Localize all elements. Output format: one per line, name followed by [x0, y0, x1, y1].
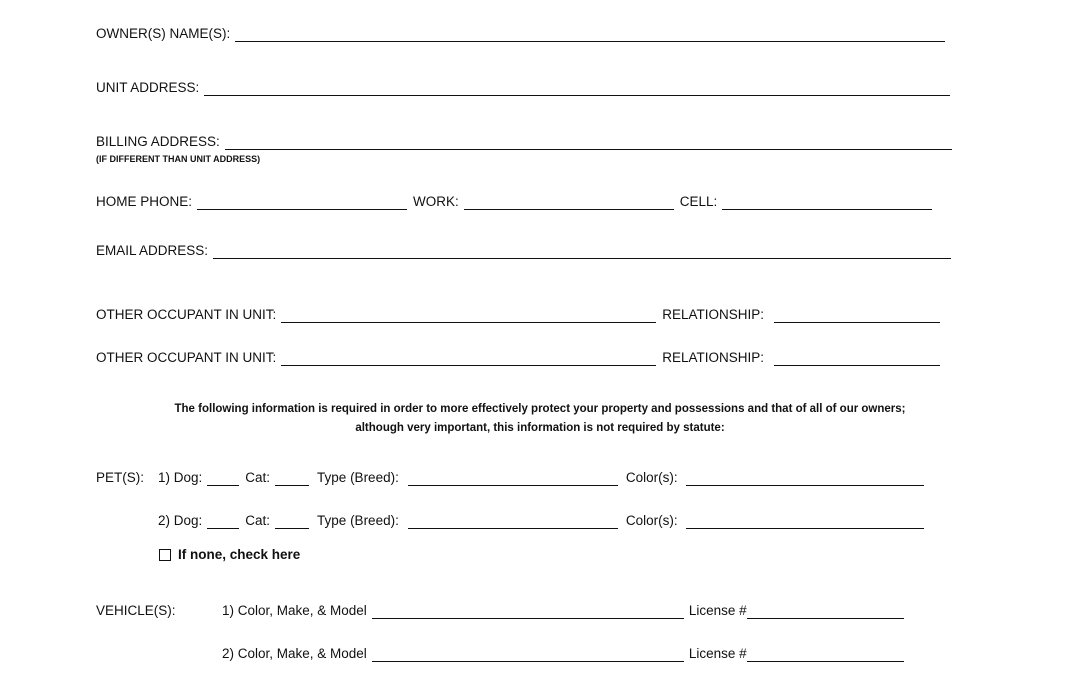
billing-address-note: (IF DIFFERENT THAN UNIT ADDRESS) [96, 154, 261, 164]
vehicles-section-label: VEHICLE(S): [96, 603, 176, 618]
dog-field[interactable] [207, 514, 239, 529]
pet-row-2 [96, 513, 924, 529]
home-phone-label: HOME PHONE: [96, 194, 193, 209]
other-occupant-label: OTHER OCCUPANT IN UNIT: [96, 307, 277, 322]
pet-color-field[interactable] [686, 514, 924, 529]
billing-address-row [96, 134, 952, 150]
pet-color-label: Color(s): [625, 470, 678, 485]
relationship-label: RELATIONSHIP: [662, 350, 765, 365]
breed-field[interactable] [408, 471, 618, 486]
pet-row-1 [96, 470, 924, 486]
other-occupant-field[interactable] [281, 351, 656, 366]
relationship-label: RELATIONSHIP: [662, 307, 765, 322]
license-field[interactable] [747, 647, 904, 662]
relationship-field[interactable] [774, 308, 940, 323]
vehicle-row-1 [96, 603, 904, 619]
breed-label: Type (Breed): [317, 470, 399, 485]
other-occupant-label: OTHER OCCUPANT IN UNIT: [96, 350, 277, 365]
cat-label: Cat: [245, 513, 271, 528]
dog-field[interactable] [207, 471, 239, 486]
email-address-field[interactable] [213, 244, 951, 259]
owners-name-row [96, 26, 945, 42]
cat-label: Cat: [245, 470, 271, 485]
other-occupant-field[interactable] [281, 308, 656, 323]
vehicle-row-2 [96, 646, 904, 662]
breed-field[interactable] [408, 514, 618, 529]
pet-color-label: Color(s): [625, 513, 678, 528]
work-phone-field[interactable] [464, 195, 674, 210]
no-pets-checkbox[interactable] [159, 549, 171, 561]
occupant-row-1 [96, 307, 940, 323]
owners-name-field[interactable] [235, 27, 945, 42]
license-label: License # [688, 646, 747, 661]
owners-name-label: OWNER(S) NAME(S): [96, 26, 231, 41]
vehicle-model-field[interactable] [372, 647, 684, 662]
vehicle-model-field[interactable] [372, 604, 684, 619]
vehicle-model-label: 1) Color, Make, & Model [222, 603, 367, 618]
license-label: License # [688, 603, 747, 618]
notice-line-2: although very important, this information is not required by statute: [355, 422, 725, 434]
work-phone-label: WORK: [413, 194, 459, 209]
cell-phone-label: CELL: [679, 194, 718, 209]
unit-address-field[interactable] [204, 81, 950, 96]
billing-address-field[interactable] [225, 135, 952, 150]
email-row [96, 243, 951, 259]
dog-label: 1) Dog: [158, 470, 203, 485]
billing-address-label: BILLING ADDRESS: [96, 134, 220, 149]
occupant-row-2 [96, 350, 940, 366]
pet-color-field[interactable] [686, 471, 924, 486]
no-pets-label: If none, check here [178, 547, 301, 562]
information-notice [60, 400, 1020, 438]
unit-address-label: UNIT ADDRESS: [96, 80, 200, 95]
phone-row [96, 194, 932, 210]
notice-line-1: The following information is required in order to more effectively protect your property and possessions and that of all of our owners; [174, 403, 906, 415]
email-address-label: EMAIL ADDRESS: [96, 243, 209, 258]
vehicle-model-label: 2) Color, Make, & Model [222, 646, 367, 661]
cat-field[interactable] [275, 514, 309, 529]
unit-address-row [96, 80, 950, 96]
license-field[interactable] [747, 604, 904, 619]
no-pets-checkbox-row[interactable] [159, 547, 300, 562]
cell-phone-field[interactable] [722, 195, 932, 210]
relationship-field[interactable] [774, 351, 940, 366]
breed-label: Type (Breed): [317, 513, 399, 528]
home-phone-field[interactable] [197, 195, 407, 210]
pets-section-label: PET(S): [96, 470, 145, 485]
cat-field[interactable] [275, 471, 309, 486]
dog-label: 2) Dog: [158, 513, 203, 528]
